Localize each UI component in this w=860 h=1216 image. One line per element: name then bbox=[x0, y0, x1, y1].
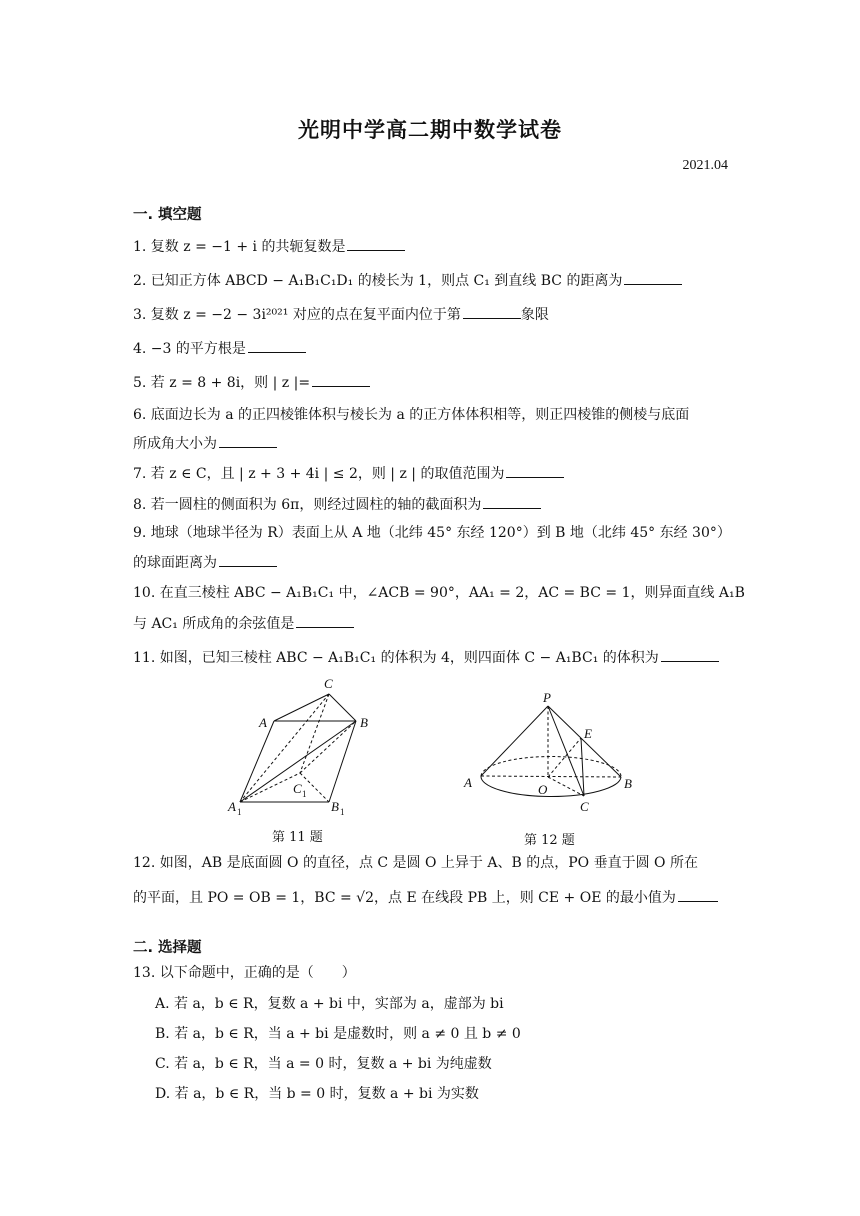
exam-date: 2021.04 bbox=[682, 158, 728, 173]
section-heading-choice: 二. 选择题 bbox=[133, 940, 202, 956]
label-C1-subscript: 1 bbox=[302, 789, 307, 799]
edge-E-C bbox=[581, 738, 584, 796]
question-4 bbox=[133, 338, 306, 359]
question-5-text: 5. 若 z = 8 + 8i，则 | z |= bbox=[133, 375, 311, 391]
figure-12-cone bbox=[458, 688, 648, 822]
question-9-line-2 bbox=[133, 552, 277, 573]
edge-A1-C1 bbox=[240, 773, 300, 802]
label-C: C bbox=[580, 799, 589, 814]
question-6-text: 所成角大小为 bbox=[133, 436, 217, 452]
edge-P-C bbox=[548, 706, 584, 796]
answer-blank bbox=[347, 236, 405, 251]
label-E: E bbox=[584, 726, 592, 741]
question-10-text: 与 AC₁ 所成角的余弦值是 bbox=[133, 616, 295, 632]
answer-blank bbox=[661, 647, 719, 662]
answer-blank bbox=[483, 494, 541, 509]
label-B1-subscript: 1 bbox=[340, 807, 345, 817]
figure-11-prism bbox=[220, 676, 380, 824]
edge-A-B bbox=[481, 776, 621, 777]
label-A: A bbox=[464, 775, 472, 790]
question-7-text: 7. 若 z ∈ C，且 | z + 3 + 4i | ≤ 2，则 | z | 的取值范围为 bbox=[133, 466, 505, 482]
figure-11-caption: 第 11 题 bbox=[272, 830, 323, 845]
question-12-line-2 bbox=[133, 887, 718, 908]
question-7 bbox=[133, 463, 564, 484]
option-c: C. 若 a，b ∈ R，当 a = 0 时，复数 a + bi 为纯虚数 bbox=[155, 1056, 492, 1072]
question-8 bbox=[133, 494, 541, 515]
figure-12-caption: 第 12 题 bbox=[524, 833, 575, 848]
page-title: 光明中学高二期中数学试卷 bbox=[298, 117, 562, 142]
edge-O-C bbox=[548, 777, 584, 796]
question-4-text: 4. −3 的平方根是 bbox=[133, 341, 246, 357]
label-O: O bbox=[538, 782, 548, 797]
answer-blank bbox=[219, 552, 277, 567]
edge-C-B bbox=[329, 694, 356, 721]
answer-blank bbox=[463, 304, 521, 319]
question-2-text: 2. 已知正方体 ABCD − A₁B₁C₁D₁ 的棱长为 1，则点 C₁ 到直线 BC 的距离为 bbox=[133, 273, 623, 289]
answer-blank bbox=[296, 613, 354, 628]
question-11 bbox=[133, 647, 719, 668]
question-6-line-1: 6. 底面边长为 a 的正四棱锥体积与棱长为 a 的正方体体积相等，则正四棱锥的侧棱与底面 bbox=[133, 407, 690, 423]
label-C: C bbox=[324, 676, 333, 691]
question-9-text: 的球面距离为 bbox=[133, 555, 217, 571]
question-3 bbox=[133, 304, 549, 325]
question-5 bbox=[133, 372, 370, 393]
answer-blank bbox=[624, 270, 682, 285]
question-12-line-1: 12. 如图，AB 是底面圆 O 的直径，点 C 是圆 O 上异于 A、B 的点，PO 垂直于圆 O 所在 bbox=[133, 855, 698, 871]
edge-P-A bbox=[481, 706, 548, 776]
option-d: D. 若 a，b ∈ R，当 b = 0 时，复数 a + bi 为实数 bbox=[155, 1086, 479, 1102]
base-back-arc bbox=[481, 757, 621, 777]
label-P: P bbox=[543, 690, 551, 705]
question-1-text: 1. 复数 z = −1 + i 的共轭复数是 bbox=[133, 239, 346, 255]
question-10-line-2 bbox=[133, 613, 354, 634]
edge-C-A1 bbox=[240, 694, 329, 802]
label-B: B bbox=[624, 776, 632, 791]
answer-blank bbox=[506, 463, 564, 478]
question-1 bbox=[133, 236, 405, 257]
label-B1: B bbox=[331, 799, 339, 814]
section-heading-fill: 一. 填空题 bbox=[133, 207, 202, 223]
label-A1-subscript: 1 bbox=[237, 807, 242, 817]
answer-blank bbox=[312, 372, 370, 387]
answer-blank bbox=[219, 433, 277, 448]
label-A: A bbox=[259, 715, 267, 730]
label-A1: A bbox=[228, 799, 236, 814]
question-6-line-2 bbox=[133, 433, 277, 454]
question-9-line-1: 9. 地球（地球半径为 R）表面上从 A 地（北纬 45° 东经 120°）到 B 地（北纬 45° 东经 30°） bbox=[133, 525, 731, 541]
question-11-text: 11. 如图，已知三棱柱 ABC − A₁B₁C₁ 的体积为 4，则四面体 C − A₁BC₁ 的体积为 bbox=[133, 650, 659, 666]
edge-P-B bbox=[548, 706, 621, 777]
answer-blank bbox=[248, 338, 306, 353]
option-b: B. 若 a，b ∈ R，当 a + bi 是虚数时，则 a ≠ 0 且 b ≠ 0 bbox=[155, 1026, 521, 1042]
question-3-text: 3. 复数 z = −2 − 3i²⁰²¹ 对应的点在复平面内位于第 bbox=[133, 307, 461, 323]
question-12-text: 的平面，且 PO = OB = 1，BC = √2，点 E 在线段 PB 上，则 CE + OE 的最小值为 bbox=[133, 890, 676, 906]
label-C1: C bbox=[293, 781, 302, 796]
base-front-arc bbox=[481, 776, 621, 796]
answer-blank bbox=[678, 887, 718, 902]
option-a: A. 若 a，b ∈ R，复数 a + bi 中，实部为 a，虚部为 bi bbox=[155, 996, 504, 1012]
question-10-line-1: 10. 在直三棱柱 ABC − A₁B₁C₁ 中，∠ACB = 90°，AA₁ = 2，AC = BC = 1，则异面直线 A₁B bbox=[133, 585, 745, 601]
edge-B-B1 bbox=[329, 721, 356, 802]
question-2 bbox=[133, 270, 682, 291]
question-13: 13. 以下命题中，正确的是（ ） bbox=[133, 965, 356, 981]
question-3-tail: 象限 bbox=[520, 307, 549, 323]
label-B: B bbox=[360, 715, 368, 730]
question-8-text: 8. 若一圆柱的侧面积为 6π，则经过圆柱的轴的截面积为 bbox=[133, 497, 482, 513]
